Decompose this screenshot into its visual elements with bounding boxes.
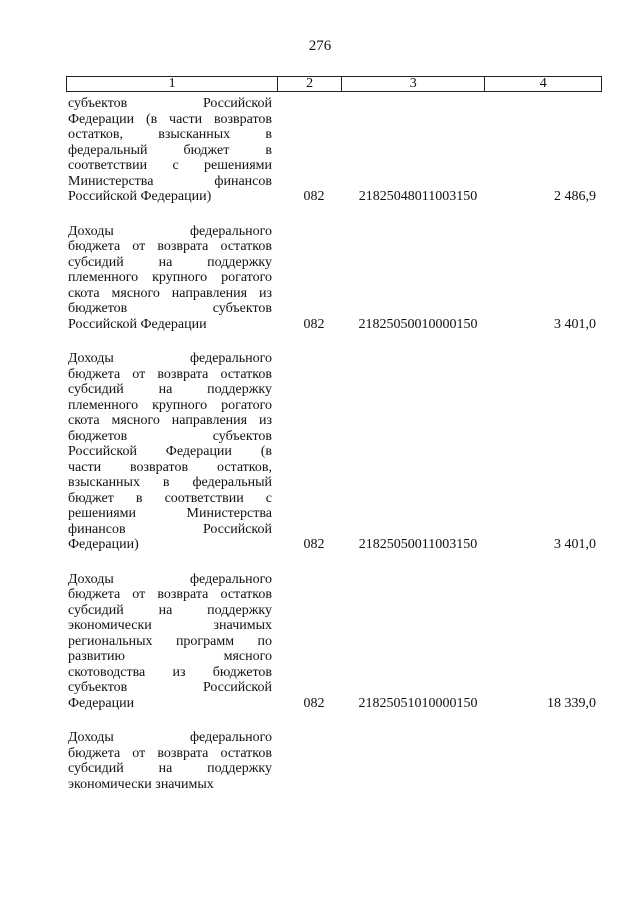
description-line: бюджетов субъектов bbox=[68, 428, 272, 444]
table-row bbox=[68, 730, 604, 792]
description-line: Министерства финансов bbox=[68, 173, 272, 189]
amount: 3 401,0 bbox=[554, 537, 596, 552]
table-row bbox=[68, 224, 604, 333]
description-line: бюджета от возврата остатков bbox=[68, 745, 272, 761]
description-line: племенного крупного рогатого bbox=[68, 397, 272, 413]
description-line: субъектов Российской bbox=[68, 680, 272, 695]
description-line: Федерации (в части возвратов bbox=[68, 111, 272, 127]
description-line: субсидий на поддержку bbox=[68, 254, 272, 270]
row-description bbox=[68, 730, 272, 792]
description-line: финансов Российской bbox=[68, 521, 272, 537]
description-line: Федерации) bbox=[68, 537, 139, 552]
admin-code: 082 bbox=[303, 537, 325, 552]
description-line: Доходы федерального bbox=[68, 571, 272, 587]
row-description bbox=[68, 96, 272, 205]
description-line: скота мясного направления из bbox=[68, 285, 272, 301]
description-line: субсидий на поддержку bbox=[68, 382, 272, 397]
admin-code: 082 bbox=[303, 316, 325, 332]
page-number: 276 bbox=[308, 38, 332, 54]
header-col-1: 1 bbox=[67, 77, 278, 91]
budget-classification-code: 21825048011003150 bbox=[358, 189, 478, 204]
description-line: Российской Федерации bbox=[68, 316, 207, 332]
description-line: Доходы федерального bbox=[68, 730, 272, 745]
description-line: бюджета от возврата остатков bbox=[68, 587, 272, 602]
header-col-4: 4 bbox=[539, 76, 547, 91]
admin-code: 082 bbox=[303, 695, 325, 711]
description-line: бюджетов субъектов bbox=[68, 301, 272, 316]
table-row bbox=[68, 351, 604, 553]
admin-code: 082 bbox=[303, 189, 325, 204]
description-line: субъектов Российской bbox=[68, 96, 272, 111]
description-line: экономически значимых bbox=[68, 618, 272, 633]
description-line: соответствии с решениями bbox=[68, 158, 272, 173]
description-line: Российской Федерации) bbox=[68, 189, 212, 204]
description-line: решениями Министерства bbox=[68, 506, 272, 521]
budget-classification-code: 21825050011003150 bbox=[358, 537, 478, 552]
row-description bbox=[68, 572, 272, 712]
row-description bbox=[68, 224, 272, 333]
description-line: бюджета от возврата остатков bbox=[68, 239, 272, 254]
table-row bbox=[68, 572, 604, 712]
description-line: экономически значимых bbox=[68, 776, 214, 792]
amount: 3 401,0 bbox=[554, 316, 596, 332]
description-line: субсидий на поддержку bbox=[68, 602, 272, 618]
description-line: племенного крупного рогатого bbox=[68, 270, 272, 285]
description-line: скотоводства из бюджетов bbox=[68, 664, 272, 680]
row-description bbox=[68, 351, 272, 553]
description-line: Доходы федерального bbox=[68, 351, 272, 366]
description-line: остатков, взысканных в bbox=[68, 127, 272, 142]
description-line: Федерации bbox=[68, 695, 135, 711]
table-header bbox=[66, 76, 602, 92]
description-line: части возвратов остатков, bbox=[68, 459, 272, 475]
description-line: взысканных в федеральный bbox=[68, 475, 272, 490]
description-line: Доходы федерального bbox=[68, 223, 272, 239]
description-line: федеральный бюджет в bbox=[68, 142, 272, 158]
budget-classification-code: 21825050010000150 bbox=[358, 316, 478, 332]
description-line: скота мясного направления из bbox=[68, 413, 272, 428]
header-col-3: 3 bbox=[342, 77, 485, 91]
description-line: субсидий на поддержку bbox=[68, 761, 272, 776]
budget-classification-code: 21825051010000150 bbox=[358, 695, 478, 711]
description-line: Российской Федерации (в bbox=[68, 444, 272, 459]
amount: 18 339,0 bbox=[547, 695, 596, 711]
description-line: бюджет в соответствии с bbox=[68, 490, 272, 506]
description-line: бюджета от возврата остатков bbox=[68, 366, 272, 382]
description-line: региональных программ по bbox=[68, 633, 272, 649]
header-col-2: 2 bbox=[278, 77, 342, 91]
description-line: развитию мясного bbox=[68, 649, 272, 664]
amount: 2 486,9 bbox=[554, 189, 596, 204]
table-body bbox=[68, 96, 604, 811]
table-row bbox=[68, 96, 604, 205]
